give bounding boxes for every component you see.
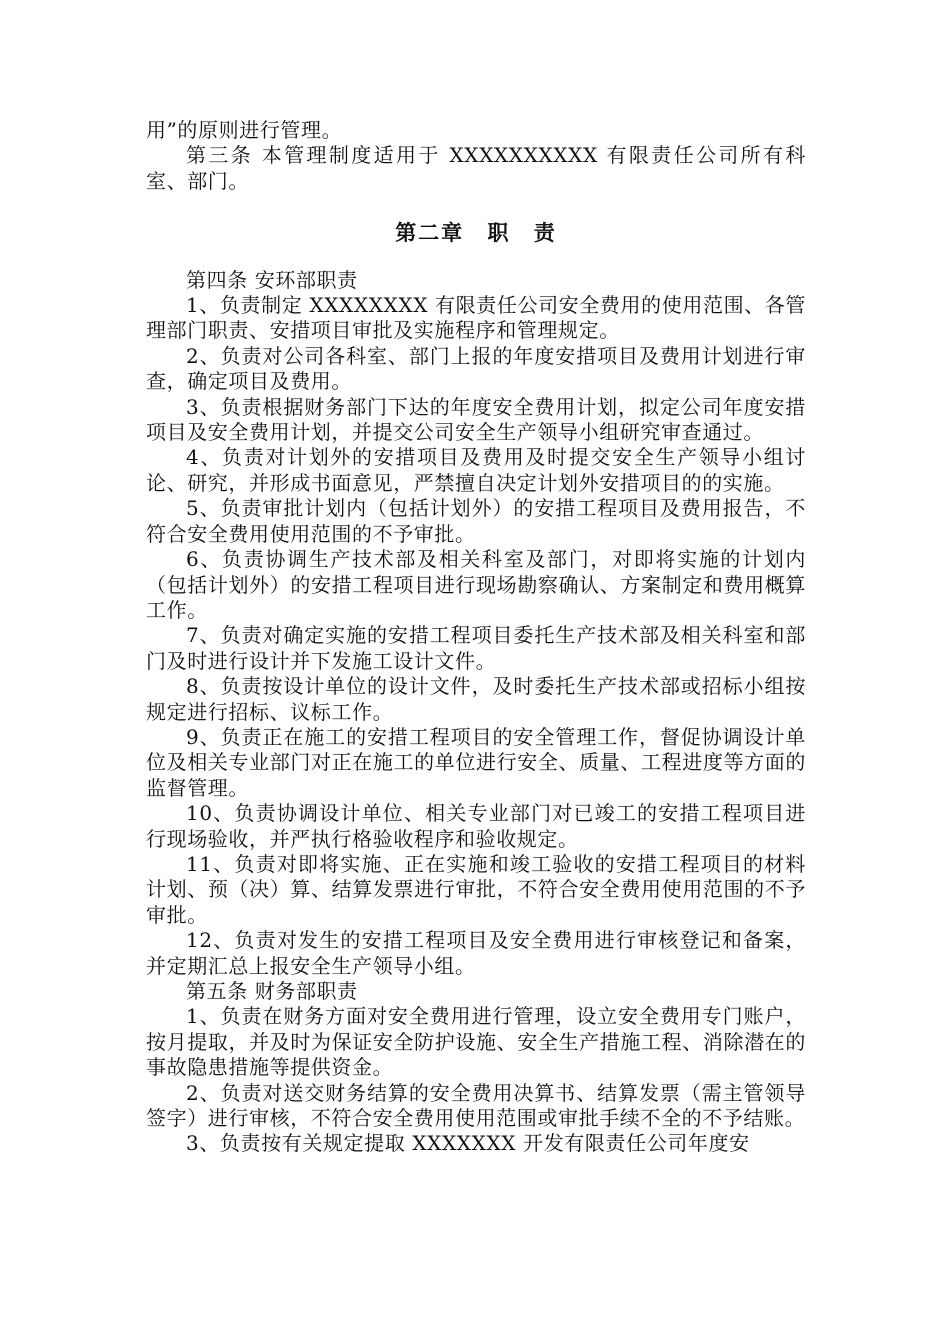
article-4-item-12: 12、负责对发生的安措工程项目及安全费用进行审核登记和备案，并定期汇总上报安全生产领导小组。 <box>146 928 806 978</box>
article-4-item-11: 11、负责对即将实施、正在实施和竣工验收的安措工程项目的材料计划、预（决）算、结算发票进行审批，不符合安全费用使用范围的不予审批。 <box>146 851 806 927</box>
document-page <box>146 118 806 1157</box>
article-5-item-2: 2、负责对送交财务结算的安全费用决算书、结算发票（需主管领导签字）进行审核，不符合安全费用使用范围或审批手续不全的不予结账。 <box>146 1080 806 1131</box>
article-4-item-5: 5、负责审批计划内（包括计划外）的安措工程项目及费用报告，不符合安全费用使用范围的不予审批。 <box>146 496 806 546</box>
article-4-item-4: 4、负责对计划外的安措项目及费用及时提交安全生产领导小组讨论、研究，并形成书面意见，严禁擅自决定计划外安措项目的的实施。 <box>146 445 806 495</box>
article-4-item-10: 10、负责协调设计单位、相关专业部门对已竣工的安措工程项目进行现场验收，并严执行格验收程序和验收规定。 <box>146 801 806 851</box>
article-4-item-1: 1、负责制定 XXXXXXXX 有限责任公司安全费用的使用范围、各管理部门职责、安措项目审批及实施程序和管理规定。 <box>146 293 806 343</box>
article-4-item-7: 7、负责对确定实施的安措工程项目委托生产技术部及相关科室和部门及时进行设计并下发施工设计文件。 <box>146 623 806 673</box>
article-4-item-2: 2、负责对公司各科室、部门上报的年度安措项目及费用计划进行审查，确定项目及费用。 <box>146 343 806 394</box>
article-4-item-6: 6、负责协调生产技术部及相关科室及部门，对即将实施的计划内（包括计划外）的安措工程项目进行现场勘察确认、方案制定和费用概算工作。 <box>146 547 806 622</box>
article-4-item-8: 8、负责按设计单位的设计文件，及时委托生产技术部或招标小组按规定进行招标、议标工作。 <box>146 674 806 724</box>
article-5-item-1: 1、负责在财务方面对安全费用进行管理，设立安全费用专门账户，按月提取，并及时为保证安全防护设施、安全生产措施工程、消除潜在的事故隐患措施等提供资金。 <box>146 1004 806 1080</box>
article-5-title: 第五条 财务部职责 <box>186 979 358 1003</box>
chapter-heading: 第二章 职 责 <box>395 220 557 246</box>
article-4-item-3: 3、负责根据财务部门下达的年度安全费用计划，拟定公司年度安措项目及安全费用计划，并提交公司安全生产领导小组研究审查通过。 <box>146 394 806 445</box>
article-4-item-9: 9、负责正在施工的安措工程项目的安全管理工作，督促协调设计单位及相关专业部门对正在施工的单位进行安全、质量、工程进度等方面的监督管理。 <box>146 724 806 800</box>
article-3: 第三条 本管理制度适用于 XXXXXXXXXX 有限责任公司所有科室、部门。 <box>146 143 806 193</box>
paragraph-continuation: 用”的原则进行管理。 <box>146 118 343 142</box>
article-5-item-3: 3、负责按有关规定提取 XXXXXXX 开发有限责任公司年度安 <box>186 1131 750 1156</box>
article-4-title: 第四条 安环部职责 <box>186 267 358 292</box>
